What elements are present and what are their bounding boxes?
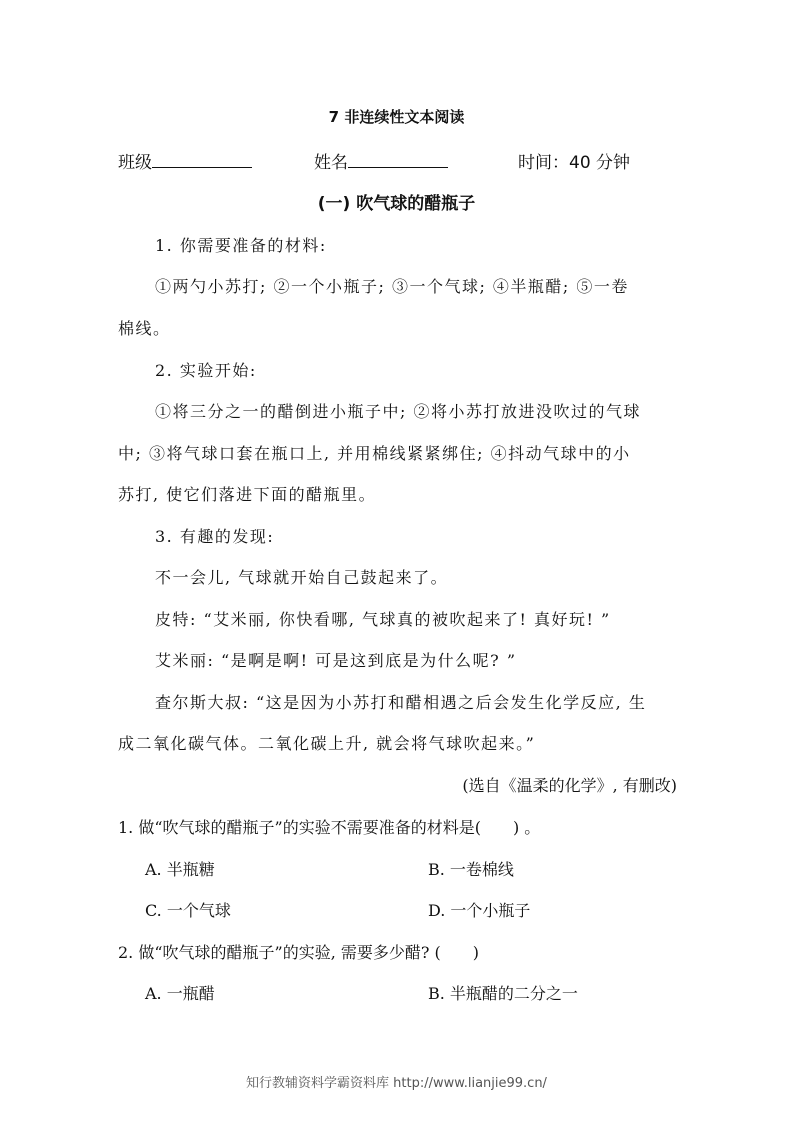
question-option: B. 一卷棉线 bbox=[428, 860, 514, 879]
passage-heading-discovery: 3. 有趣的发现: bbox=[155, 527, 275, 546]
class-field bbox=[118, 148, 252, 173]
passage-heading-experiment: 2. 实验开始: bbox=[155, 361, 257, 380]
passage-heading-materials: 1. 你需要准备的材料: bbox=[155, 236, 327, 255]
footer-source-link[interactable]: 知行教辅资料学霸资料库 http://www.lianjie99.cn/ bbox=[246, 1076, 547, 1091]
question-option: C. 一个气球 bbox=[145, 901, 231, 920]
passage-steps-line: 中; ③将气球口套在瓶口上, 并用棉线紧紧绑住; ④抖动气球中的小 bbox=[118, 444, 631, 463]
question-option: B. 半瓶醋的二分之一 bbox=[428, 984, 578, 1003]
question-option: A. 半瓶糖 bbox=[145, 860, 215, 879]
passage-dialogue-charles: 查尔斯大叔: “这是因为小苏打和醋相遇之后会发生化学反应, 生 bbox=[155, 693, 647, 712]
page-title: 7 非连续性文本阅读 bbox=[328, 108, 465, 126]
question-option: A. 一瓶醋 bbox=[145, 984, 215, 1003]
name-field bbox=[314, 148, 448, 173]
class-label: 班级 bbox=[118, 153, 152, 173]
section-title: (一) 吹气球的醋瓶子 bbox=[317, 194, 476, 214]
passage-materials-line: ①两勺小苏打; ②一个小瓶子; ③一个气球; ④半瓶醋; ⑤一卷 bbox=[155, 277, 629, 296]
question-stem: 1. 做“吹气球的醋瓶子”的实验不需要准备的材料是( ) 。 bbox=[118, 818, 541, 837]
question-stem: 2. 做“吹气球的醋瓶子”的实验, 需要多少醋? ( ) bbox=[118, 943, 480, 962]
name-label: 姓名 bbox=[314, 153, 348, 173]
question-option: D. 一个小瓶子 bbox=[428, 901, 531, 920]
passage-materials-line: 棉线。 bbox=[118, 319, 171, 338]
passage-steps-line: ①将三分之一的醋倒进小瓶子中; ②将小苏打放进没吹过的气球 bbox=[155, 402, 641, 421]
passage-source: (选自《温柔的化学》, 有删改) bbox=[462, 776, 677, 795]
passage-dialogue-charles: 成二氧化碳气体。二氧化碳上升, 就会将气球吹起来。” bbox=[118, 734, 536, 753]
passage-steps-line: 苏打, 使它们落进下面的醋瓶里。 bbox=[118, 485, 377, 504]
time-text: 时间：40 分钟 bbox=[518, 153, 631, 173]
passage-dialogue-pete: 皮特: “艾米丽, 你快看哪, 气球真的被吹起来了! 真好玩! ” bbox=[155, 610, 611, 629]
name-blank bbox=[348, 151, 448, 168]
class-blank bbox=[152, 151, 252, 168]
passage-dialogue-emily: 艾米丽: “是啊是啊! 可是这到底是为什么呢? ” bbox=[155, 651, 517, 670]
passage-finding: 不一会儿, 气球就开始自己鼓起来了。 bbox=[155, 568, 449, 587]
